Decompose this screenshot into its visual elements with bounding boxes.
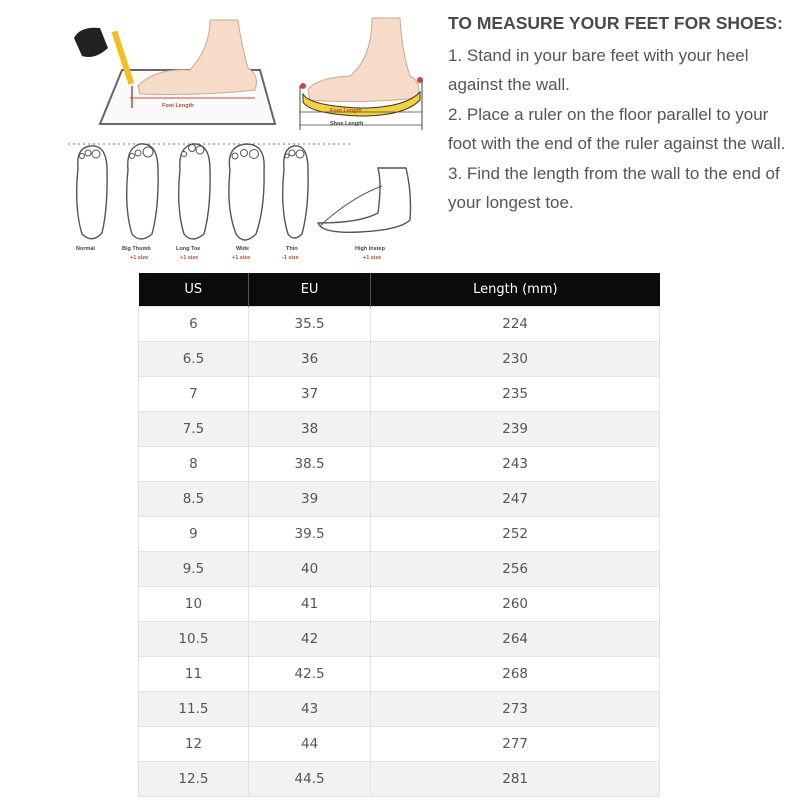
shoe-length-label: Shoe Length xyxy=(330,121,364,127)
cell-us: 9.5 xyxy=(139,552,249,587)
foot-type-normal: Normal xyxy=(76,246,95,252)
table-row xyxy=(139,762,660,797)
foot-in-shoe xyxy=(308,18,419,102)
cell-eu: 42 xyxy=(248,622,370,657)
table-row xyxy=(139,587,660,622)
measurement-diagram xyxy=(60,8,430,273)
cell-length: 273 xyxy=(371,692,660,727)
cell-length: 268 xyxy=(371,657,660,692)
cell-eu: 38 xyxy=(248,412,370,447)
cell-eu: 44.5 xyxy=(248,762,370,797)
cell-us: 7.5 xyxy=(139,412,249,447)
cell-us: 11 xyxy=(139,657,249,692)
cell-eu: 41 xyxy=(248,587,370,622)
cell-length: 264 xyxy=(371,622,660,657)
cell-us: 6.5 xyxy=(139,342,249,377)
cell-us: 12 xyxy=(139,727,249,762)
table-row xyxy=(139,377,660,412)
table-row xyxy=(139,307,660,342)
foot-type-high-instep: High Instep xyxy=(355,246,385,252)
high-instep-foot xyxy=(318,168,411,232)
cell-us: 10.5 xyxy=(139,622,249,657)
table-row xyxy=(139,412,660,447)
toe-marks xyxy=(80,145,305,160)
cell-us: 8 xyxy=(139,447,249,482)
table-row xyxy=(139,727,660,762)
cell-us: 12.5 xyxy=(139,762,249,797)
cell-length: 239 xyxy=(371,412,660,447)
cell-length: 281 xyxy=(371,762,660,797)
instruction-step-3: 3. Find the length from the wall to the end of your longest toe. xyxy=(448,164,780,212)
foot-length-label-2: Foot Length xyxy=(330,108,362,114)
foot-type-wide: Wide xyxy=(236,246,250,252)
cell-us: 6 xyxy=(139,307,249,342)
foot-type-long-toe-note: +1 size xyxy=(180,255,199,261)
table-row xyxy=(139,552,660,587)
cell-length: 260 xyxy=(371,587,660,622)
foot-measurement-illustration xyxy=(60,8,430,273)
cell-eu: 44 xyxy=(248,727,370,762)
table-row xyxy=(139,622,660,657)
cell-us: 11.5 xyxy=(139,692,249,727)
hand-icon xyxy=(74,28,108,57)
foot-side-view xyxy=(138,20,256,95)
table-row xyxy=(139,342,660,377)
header-length: Length (mm) xyxy=(371,273,660,307)
cell-eu: 39 xyxy=(248,482,370,517)
foot-type-big-thumb: Big Thumb xyxy=(122,246,151,252)
table-row xyxy=(139,517,660,552)
instructions-title: TO MEASURE YOUR FEET FOR SHOES: xyxy=(448,13,783,33)
header-us: US xyxy=(139,273,249,307)
cell-eu: 37 xyxy=(248,377,370,412)
foot-type-wide-note: +1 size xyxy=(232,255,251,261)
foot-type-thin: Thin xyxy=(286,246,298,252)
cell-length: 256 xyxy=(371,552,660,587)
table-row xyxy=(139,447,660,482)
cell-length: 247 xyxy=(371,482,660,517)
cell-length: 243 xyxy=(371,447,660,482)
cell-length: 277 xyxy=(371,727,660,762)
cell-eu: 42.5 xyxy=(248,657,370,692)
table-row xyxy=(139,692,660,727)
table-row xyxy=(139,482,660,517)
cell-us: 8.5 xyxy=(139,482,249,517)
cell-us: 7 xyxy=(139,377,249,412)
size-chart-table xyxy=(138,273,660,797)
foot-outlines xyxy=(77,144,308,240)
cell-length: 224 xyxy=(371,307,660,342)
cell-eu: 40 xyxy=(248,552,370,587)
cell-eu: 39.5 xyxy=(248,517,370,552)
cell-length: 230 xyxy=(371,342,660,377)
foot-length-label: Foot Length xyxy=(162,103,194,109)
cell-eu: 38.5 xyxy=(248,447,370,482)
foot-type-high-instep-note: +1 size xyxy=(363,255,382,261)
cell-eu: 35.5 xyxy=(248,307,370,342)
foot-type-big-thumb-note: +1 size xyxy=(130,255,149,261)
instruction-step-1: 1. Stand in your bare feet with your heel against the wall. xyxy=(448,46,749,94)
cell-us: 9 xyxy=(139,517,249,552)
instruction-step-2: 2. Place a ruler on the floor parallel to your foot with the end of the ruler against the wall. xyxy=(448,105,786,153)
cell-length: 235 xyxy=(371,377,660,412)
foot-type-thin-note: -1 size xyxy=(282,255,299,261)
table-row xyxy=(139,657,660,692)
header-eu: EU xyxy=(248,273,370,307)
cell-length: 252 xyxy=(371,517,660,552)
cell-us: 10 xyxy=(139,587,249,622)
table-header-row xyxy=(139,273,660,307)
measure-instructions xyxy=(448,10,788,218)
cell-eu: 36 xyxy=(248,342,370,377)
cell-eu: 43 xyxy=(248,692,370,727)
foot-type-long-toe: Long Toe xyxy=(176,246,201,252)
